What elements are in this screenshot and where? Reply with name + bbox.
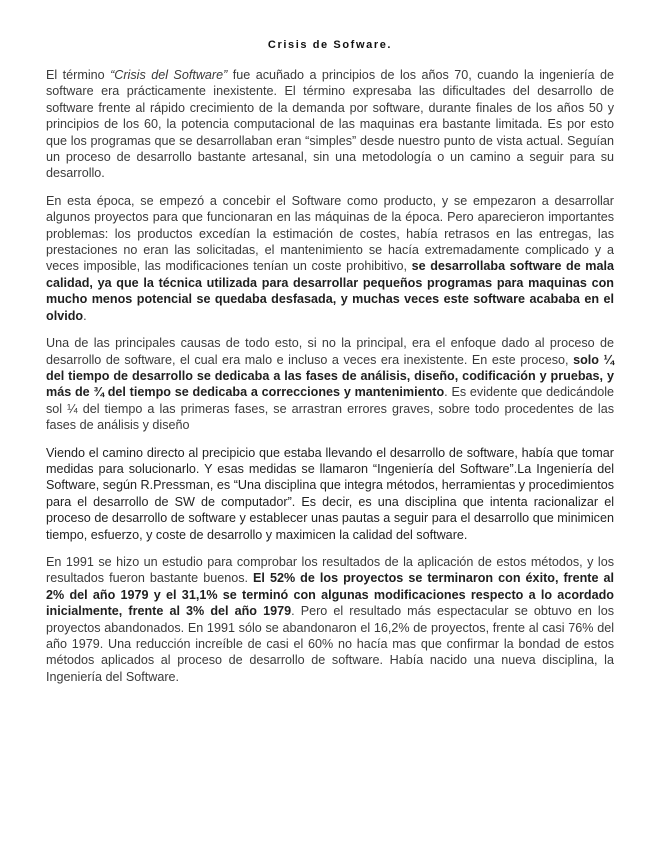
paragraph-3-text-cont: . Es evidente que dedicándole sol ¼ del tiempo a las primeras fases, se arrastran errores graves, sobre todo procedentes de las fases de análisis y diseño xyxy=(46,385,614,433)
paragraph-5 xyxy=(46,554,614,685)
paragraph-5-text: En 1991 se hizo un estudio para comprobar los resultados de la aplicación de estos métodos, y los resultados fueron bastante buenos. xyxy=(46,554,614,586)
paragraph-2 xyxy=(46,193,614,324)
paragraph-1 xyxy=(46,67,614,182)
paragraph-3 xyxy=(46,335,614,433)
document-page xyxy=(46,38,614,696)
paragraph-1-text-cont: fue acuñado a principios de los años 70, cuando la ingeniería de software era prácticamente inexistente. El término expresaba las dificultades del desarrollo de software frente al rápido crecimiento de la demanda por software, durante finales de los años 50 y principios de los 60, la potencia computacional de las maquinas era bastante limitada. Es por esto que los programas que se desarrollaban eran “simples” desde nuestro punto de vista actual. Seguían un proceso de desarrollo bastante artesanal, sin una metodología o un camino a seguir para su desarrollo. xyxy=(46,68,614,181)
paragraph-3-text: Una de las principales causas de todo esto, si no la principal, era el enfoque dado al proceso de desarrollo de software, el cual era malo e incluso a veces era inexistente. En este proceso, xyxy=(46,336,614,367)
paragraph-2-end: . xyxy=(83,308,87,323)
paragraph-2-bold: se desarrollaba software de mala calidad, ya que la técnica utilizada para desarrollar pequeños programas para maquinas con mucho menos potencial se quedaba desfasada, y muchas veces este software acababa en el olvido xyxy=(46,259,614,323)
paragraph-5-bold: El 52% de los proyectos se terminaron con éxito, frente al 2% del año 1979 y el 31,1% se terminó con algunas modificaciones respecto a lo acordado inicialmente, frente al 3% del año 1979 xyxy=(46,571,614,619)
paragraph-5-text-cont: . Pero el resultado más espectacular se obtuvo en los proyectos abandonados. En 1991 sólo se abandonaron el 16,2% de proyectos, frente al casi 76% del año 1979. Una reducción increíble de casi el 60% no hacía mas que confirmar la bondad de estos métodos aplicados al proceso de desarrollo de software. Había nacido una nueva disciplina, la Ingeniería del Software. xyxy=(46,604,615,684)
paragraph-3-bold: solo ¼ del tiempo de desarrollo se dedicaba a las fases de análisis, diseño, codificación y pruebas, y más de ¾ del tiempo se dedicaba a correcciones y mantenimiento xyxy=(46,352,614,400)
paragraph-4 xyxy=(46,445,614,543)
paragraph-1-italic-term: “Crisis del Software” xyxy=(110,68,228,82)
paragraph-1-text: El término xyxy=(46,68,111,82)
paragraph-4-text: Viendo el camino directo al precipicio que estaba llevando el desarrollo de software, había que tomar medidas para solucionarlo. Y esas medidas se llamaron “Ingeniería del Software”.La Ingeniería del Software, según R.Pressman, es “Una disciplina que integra métodos, herramientas y procedimientos para el desarrollo de SW de computador”. Es decir, es una disciplina que intenta racionalizar el proceso de desarrollo de software y establecer unas pautas a seguir para el desarrollo que minimicen tiempo, esfuerzo, y coste de desarrollo y maximicen la calidad del software. xyxy=(46,445,614,542)
page-title: Crisis de Sofware. xyxy=(267,39,393,51)
paragraph-2-text: En esta época, se empezó a concebir el Software como producto, y se empezaron a desarrollar algunos proyectos para que funcionaran en las máquinas de la época. Pero aparecieron importantes problemas: los productos excedían la estimación de costes, había retrasos en las entregas, las prestaciones no eran las solicitadas, el mantenimiento se hacía extremadamente complicado y a veces imposible, las modificaciones tenían un coste prohibitivo, xyxy=(46,193,614,274)
